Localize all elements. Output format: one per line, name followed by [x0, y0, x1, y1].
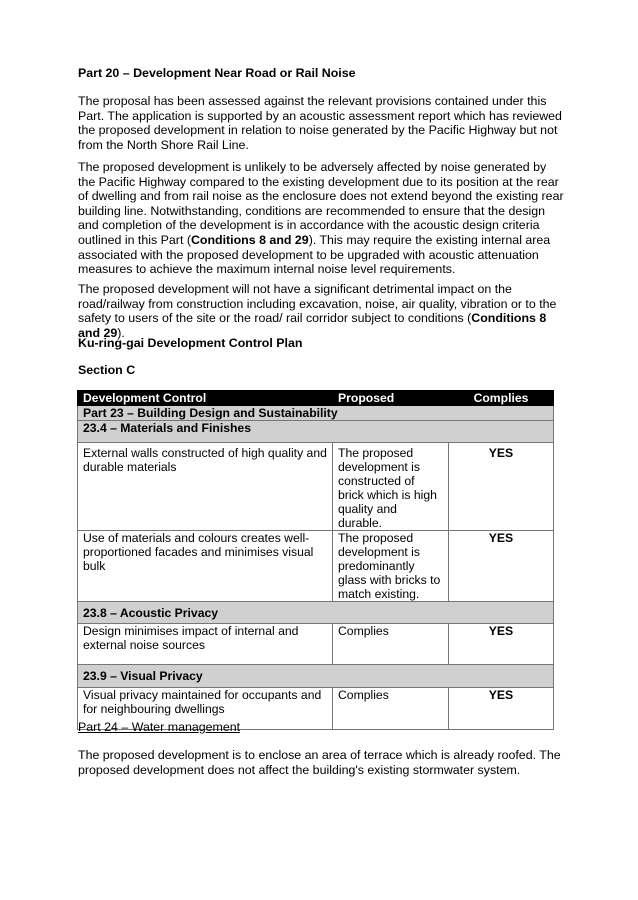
part24-heading: Part 24 – Water management	[78, 720, 241, 734]
section-title: 23.9 – Visual Privacy	[78, 665, 554, 688]
header-complies: Complies	[449, 391, 554, 406]
section-title: 23.8 – Acoustic Privacy	[78, 602, 554, 624]
proposed-cell: Complies	[333, 624, 449, 665]
control-cell: Design minimises impact of internal and external noise sources	[78, 624, 333, 665]
part24-paragraph: The proposed development is to enclose an area of terrace which is already roofed. The proposed development does not affect the building's existing stormwater system.	[78, 748, 561, 777]
text: ).	[117, 325, 125, 340]
proposed-cell: The proposed development is predominantly glass with bricks to match existing.	[333, 531, 449, 602]
text: The proposed development will not have a significant detrimental impact on the road/railway from construction including excavation, noise, air quality, vibration or to the safety to users of the site or the road/ rail corridor subject to conditions (	[78, 282, 557, 326]
table-row	[78, 443, 554, 531]
control-cell: Visual privacy maintained for occupants and for neighbouring dwellings	[78, 688, 333, 730]
complies-cell: YES	[449, 688, 554, 730]
section-row	[78, 665, 554, 688]
part20-paragraph-3	[78, 282, 564, 340]
section-title: 23.4 – Materials and Finishes	[78, 421, 554, 443]
complies-cell: YES	[449, 443, 554, 531]
dcp-heading: Ku-ring-gai Development Control Plan	[78, 336, 303, 350]
conditions-ref: Conditions 8 and 29	[190, 232, 309, 247]
part-title-row	[78, 406, 554, 421]
header-proposed: Proposed	[333, 391, 449, 406]
conditions-ref: Conditions 8 and 29	[78, 311, 547, 340]
control-cell: Use of materials and colours creates well-proportioned facades and minimises visual bulk	[78, 531, 333, 602]
table-row	[78, 624, 554, 665]
table-header-row	[78, 391, 554, 406]
section-row	[78, 602, 554, 624]
complies-cell: YES	[449, 531, 554, 602]
part-title: Part 23 – Building Design and Sustainability	[78, 406, 554, 421]
part20-paragraph-1: The proposal has been assessed against the relevant provisions contained under this Part. The application is supported by an acoustic assessment report which has reviewed the proposed development in relation to noise generated by the Pacific Highway but not from the North Shore Rail Line.	[78, 94, 562, 152]
complies-cell: YES	[449, 624, 554, 665]
text: ). This may require the existing internal area associated with the proposed development to be upgraded with acoustic attenuation measures to achieve the maximum internal noise level requirements.	[78, 232, 551, 277]
section-row	[78, 421, 554, 443]
section-heading: Section C	[78, 363, 136, 377]
proposed-cell: The proposed development is constructed of brick which is high quality and durable.	[333, 443, 449, 531]
compliance-table	[77, 390, 554, 730]
table-row	[78, 531, 554, 602]
control-cell: External walls constructed of high quality and durable materials	[78, 443, 333, 531]
proposed-cell: Complies	[333, 688, 449, 730]
part20-paragraph-2	[78, 160, 564, 277]
header-control: Development Control	[78, 391, 333, 406]
part20-heading: Part 20 – Development Near Road or Rail Noise	[78, 66, 356, 80]
text: The proposed development is unlikely to be adversely affected by noise generated by the Pacific Highway compared to the existing development due to its position at the rear of dwelling and from rail noise as the enclosure does not extend beyond the existing rear building line. Notwithstanding, conditions are recommended to ensure that the design and completion of the development is in accordance with the acoustic design criteria outlined in this Part (	[78, 160, 564, 247]
